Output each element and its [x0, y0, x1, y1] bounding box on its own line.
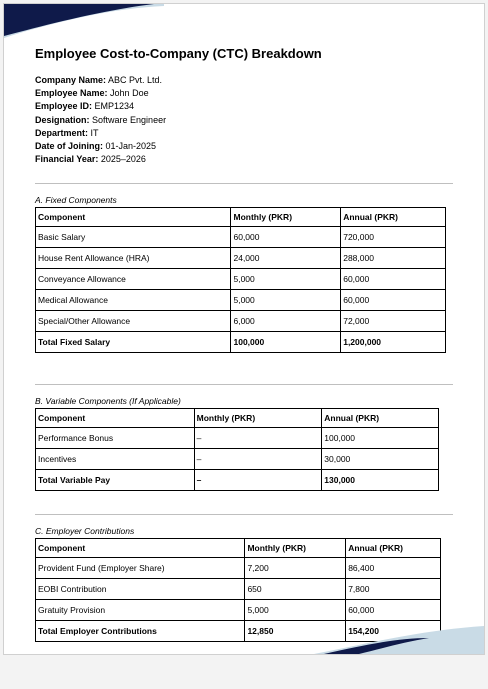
- table-row: Performance Bonus – 100,000: [36, 428, 439, 449]
- table-row: Provident Fund (Employer Share) 7,200 86,400: [36, 558, 441, 579]
- table-total-row: Total Fixed Salary 100,000 1,200,000: [36, 332, 446, 353]
- table-row: EOBI Contribution 650 7,800: [36, 579, 441, 600]
- fixed-section-label: A. Fixed Components: [35, 195, 117, 205]
- decorative-swoosh-top: [4, 4, 164, 40]
- section-divider: [35, 183, 453, 184]
- info-row-department: Department: IT: [35, 127, 99, 138]
- info-row-company: Company Name: ABC Pvt. Ltd.: [35, 75, 163, 85]
- info-row-designation: Designation: Software Engineer: [35, 114, 167, 125]
- table-row: Gratuity Provision 5,000 60,000: [36, 600, 441, 621]
- section-divider: [35, 514, 453, 515]
- table-header-row: Component Monthly (PKR) Annual (PKR): [36, 208, 446, 227]
- table-row: Conveyance Allowance 5,000 60,000: [36, 269, 446, 290]
- table-row: Incentives – 30,000: [36, 449, 439, 470]
- document-title: Employee Cost-to-Company (CTC) Breakdown: [35, 46, 322, 61]
- table-row: House Rent Allowance (HRA) 24,000 288,000: [36, 248, 446, 269]
- info-row-employee-name: Employee Name: John Doe: [35, 88, 149, 99]
- variable-section-label: B. Variable Components (If Applicable): [35, 396, 181, 406]
- info-row-employee-id: Employee ID: EMP1234: [35, 101, 135, 112]
- employee-info: [35, 74, 166, 166]
- variable-components-table: [35, 408, 439, 491]
- section-divider: [35, 384, 453, 385]
- table-row: Special/Other Allowance 6,000 72,000: [36, 311, 446, 332]
- table-total-row: Total Variable Pay – 130,000: [36, 470, 439, 491]
- info-row-financial-year: Financial Year: 2025–2026: [35, 154, 146, 165]
- table-header-row: Component Monthly (PKR) Annual (PKR): [36, 539, 441, 558]
- info-row-joining-date: Date of Joining: 01-Jan-2025: [35, 141, 157, 152]
- decorative-swoosh-bottom: [314, 624, 484, 654]
- employer-section-label: C. Employer Contributions: [35, 526, 135, 536]
- table-header-row: Component Monthly (PKR) Annual (PKR): [36, 409, 439, 428]
- document-page: [3, 3, 485, 655]
- table-row: Medical Allowance 5,000 60,000: [36, 290, 446, 311]
- fixed-components-table: [35, 207, 446, 353]
- table-row: Basic Salary 60,000 720,000: [36, 227, 446, 248]
- table-total-row: Total Employer Contributions 12,850 154,200: [36, 621, 441, 642]
